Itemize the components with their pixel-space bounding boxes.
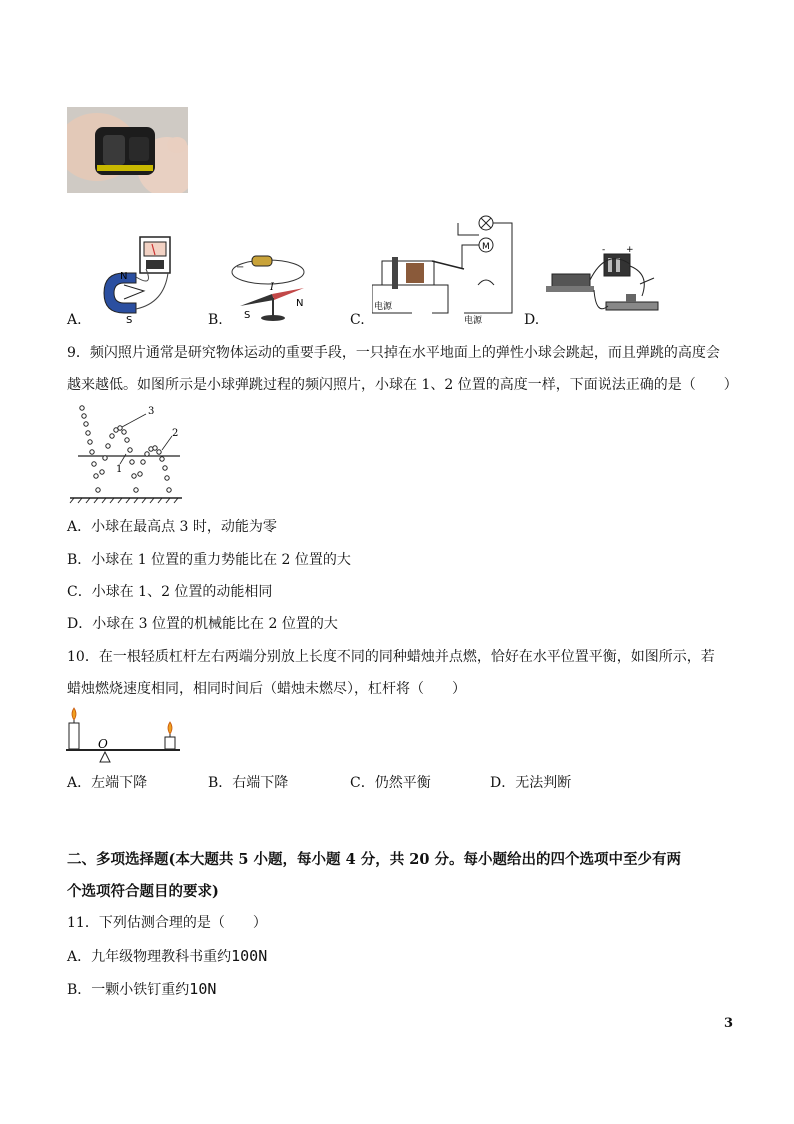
q11-option-a-text: A．九年级物理教科书重约 (67, 949, 232, 965)
q8-option-c: C. (350, 312, 365, 328)
q8-option-b: B. (208, 312, 223, 328)
q10-option-d: D．无法判断 (490, 775, 572, 791)
q11-option-b-text: B．一颗小铁钉重约 (67, 982, 190, 998)
fig-c-label-motor: M (482, 242, 490, 252)
fig-d-label-plus: + (626, 245, 634, 255)
svg-text:−: − (236, 262, 245, 273)
fig-q9-label-2: 2 (172, 428, 179, 439)
q9-option-c: C．小球在 1、2 位置的动能相同 (67, 584, 273, 600)
q9-option-b: B．小球在 1 位置的重力势能比在 2 位置的大 (67, 552, 351, 568)
fig-c-label-power-2: 电源 (464, 316, 483, 325)
fig-b-label-n: N (296, 298, 304, 309)
q8-figure-d-motor-battery (546, 244, 666, 324)
q10-option-a: A．左端下降 (67, 775, 148, 791)
q10-stem-line-2: 蜡烛燃烧速度相同，相同时间后（蜡烛未燃尽），杠杆将（ ） (67, 681, 466, 697)
q9-option-a: A．小球在最高点 3 时，动能为零 (67, 519, 277, 535)
q10-figure-lever-candles (64, 702, 184, 768)
q11-stem: 11．下列估测合理的是（ ） (67, 915, 267, 931)
q8-option-d: D. (524, 312, 540, 328)
q9-stem-line-2: 越来越低。如图所示是小球弹跳过程的频闪照片，小球在 1、2 位置的高度一样，下面说法正确的是（ ） (67, 377, 738, 393)
fig-b-label-s: S (244, 310, 251, 321)
photo-hand-device (67, 107, 188, 193)
q9-figure-bouncing-ball (68, 402, 184, 504)
fig-a-label-n: N (120, 271, 128, 282)
fig-a-label-s: S (126, 315, 133, 325)
q10-option-c: C．仍然平衡 (350, 775, 431, 791)
q8-option-a: A. (67, 312, 82, 328)
q10-stem-line-1: 10．在一根轻质杠杆左右两端分别放上长度不同的同种蜡烛并点燃，恰好在水平位置平衡，如图所示，若 (67, 649, 715, 665)
q10-option-b: B．右端下降 (208, 775, 289, 791)
fig-q9-label-1: 1 (116, 464, 123, 475)
fig-b-label-i: I (270, 282, 274, 293)
q11-option-a (67, 946, 267, 967)
section2-heading-line-2: 个选项符合题目的要求) (67, 883, 219, 900)
fig-d-label-minus: - (602, 245, 606, 255)
fig-c-label-power-1: 电源 (374, 302, 393, 312)
q11-option-b (67, 979, 216, 1000)
q9-option-d: D．小球在 3 位置的机械能比在 2 位置的大 (67, 616, 338, 632)
q8-figure-b-compass-current (228, 248, 318, 324)
fig-q10-pivot-label: O (98, 737, 108, 751)
q9-stem-line-1: 9．频闪照片通常是研究物体运动的重要手段，一只掉在水平地面上的弹性小球会跳起，而且弹跳的高度会 (67, 345, 720, 361)
q8-figure-a-magnet-galvanometer (84, 233, 194, 325)
page-number: 3 (724, 1016, 734, 1031)
q11-option-b-value: 10N (189, 980, 217, 998)
q11-option-a-value: 100N (231, 947, 268, 965)
section2-heading-line-1: 二、多项选择题(本大题共 5 小题，每小题 4 分，共 20 分。每小题给出的四个选项中至少有两 (67, 851, 682, 868)
q8-figure-c-relay-circuit (372, 213, 522, 325)
fig-q9-label-3: 3 (148, 406, 155, 417)
